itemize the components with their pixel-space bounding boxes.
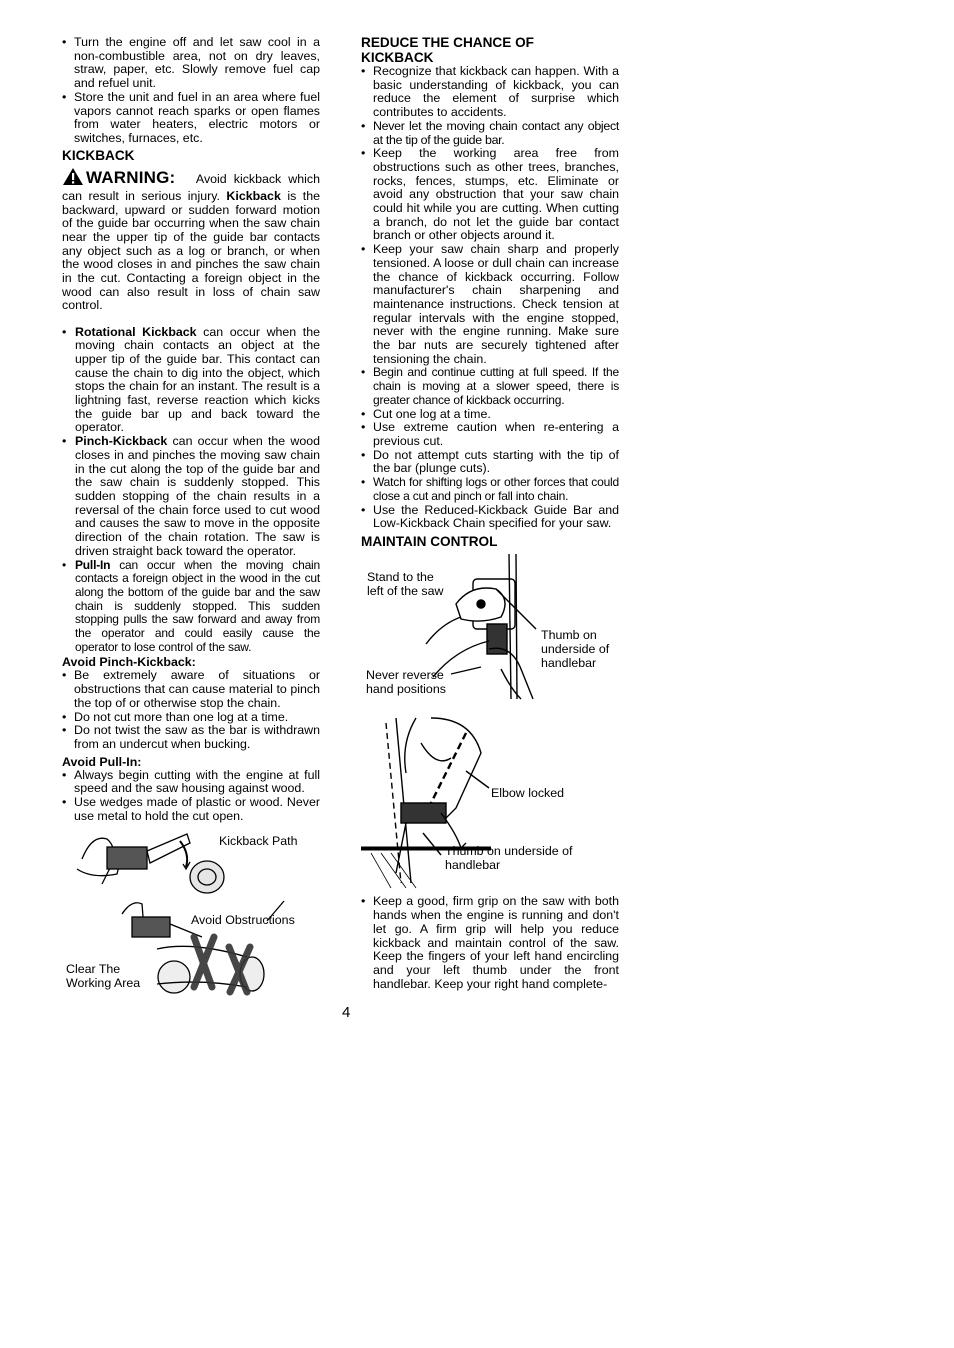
list-item: • Be extremely aware of situations or obstructions that can cause material to pinch the top of or otherwise stop the chain.: [62, 669, 320, 710]
reduce-heading-line2: KICKBACK: [361, 49, 434, 65]
caption-thumb-1: Thumb on: [541, 628, 597, 643]
list-item: • Turn the engine off and let saw cool in a non-combustible area, not on dry leaves, straw, paper, etc. Slowly remove fuel cap and refuel unit.: [62, 36, 320, 91]
left-column: [62, 36, 320, 999]
list-item: • Do not attempt cuts starting with the tip of the bar (plunge cuts).: [361, 449, 619, 476]
caption-thumb-3: handlebar: [541, 656, 597, 671]
maintain-figure-2: [361, 713, 619, 891]
list-item: • Keep the working area free from obstructions such as other trees, branches, rocks, fences, stumps, etc. Eliminate or avoid any obstruction that your saw chain could hit while you are cutting. When cutting a branch, do not let the guide bar contact branch or other objects around it.: [361, 147, 619, 243]
avoid-pinch-heading: Avoid Pinch-Kickback:: [62, 655, 196, 670]
caption-thumb-underside-1: Thumb on underside of: [445, 844, 573, 859]
intro-bullet-list: [62, 36, 320, 146]
maintain-control-list: [361, 895, 619, 991]
caption-avoid-obstructions: Avoid Obstructions: [191, 913, 295, 928]
caption-never-1: Never reverse: [366, 668, 444, 683]
term: Pinch-Kickback: [75, 434, 168, 449]
warning-paragraph: [62, 167, 320, 313]
avoid-pull-heading: Avoid Pull-In:: [62, 754, 142, 769]
term-text: can occur when the moving chain contacts a foreign object in the wood in the cut along the bottom of the guide bar and the saw chain is suddenly stopped. This sudden stopping pulls the saw forward and away from the operator and could easily cause the operator to lose control of the saw.: [75, 557, 320, 654]
page-number: 4: [342, 1004, 351, 1021]
list-item: • Begin and continue cutting at full speed. If the chain is moving at a slower speed, there is greater chance of kickback occurring.: [361, 366, 619, 407]
avoid-pinch-list: [62, 669, 320, 751]
list-item: • Use extreme caution when re-entering a previous cut.: [361, 421, 619, 448]
list-item: • Do not cut more than one log at a time.: [62, 711, 320, 725]
maintain-figure-1: [361, 549, 619, 709]
warning-text-cont: is the backward, upward or sudden forward motion of the guide bar occurring when the saw chain near the upper tip of the guide bar contacts any object such as a log or branch, or when the wood closes in and pinches the saw chain in the cut. Contacting a foreign object in the wood can also result in loss of chain saw control.: [62, 188, 320, 313]
list-item: • Cut one log at a time.: [361, 408, 619, 422]
list-item: • Use the Reduced-Kickback Guide Bar and Low-Kickback Chain specified for your saw.: [361, 504, 619, 531]
kickback-term: Kickback: [226, 188, 281, 203]
caption-elbow-locked: Elbow locked: [491, 786, 565, 801]
caption-kickback-path: Kickback Path: [219, 834, 298, 849]
term-text: can occur when the moving chain contacts an object at the upper tip of the guide bar. This contact can cause the chain to dig into the object, which stops the chain for an instant. The result is a lightning fast, reverse reaction which kicks the guide bar up and back toward the operator.: [75, 324, 320, 435]
list-item: • Watch for shifting logs or other forces that could close a cut and pinch or fall into chain.: [361, 476, 619, 503]
caption-stand-1: Stand to the: [367, 570, 434, 585]
right-column: [361, 36, 619, 991]
warning-triangle-icon: [62, 167, 84, 190]
list-item: [62, 435, 320, 558]
term: Rotational Kickback: [75, 324, 197, 339]
list-item: • Keep a good, firm grip on the saw with both hands when the engine is running and don't let go. A firm grip will help you reduce kickback and maintain control of the saw. Keep the fingers of your left hand encircling and your left thumb under the front handlebar. Keep your right hand complete-: [361, 895, 619, 991]
reduce-kickback-list: [361, 65, 619, 531]
list-item: • Keep your saw chain sharp and properly tensioned. A loose or dull chain can increase the chance of kickback occurring. Follow manufacturer's chain sharpening and maintenance instructions. Check tension at regular intervals with the engine stopped, never with the engine running. Make sure the bar nuts are securely tightened after tensioning the chain.: [361, 243, 619, 366]
reduce-heading-line1: REDUCE THE CHANCE OF: [361, 35, 534, 50]
kickback-figure: [62, 829, 320, 999]
warning-label: WARNING:: [86, 168, 176, 188]
list-item: [62, 559, 320, 655]
caption-clear-area-2: Working Area: [66, 976, 141, 991]
warning-text: Avoid kickback which can result in serious injury.: [62, 172, 320, 203]
list-item: • Always begin cutting with the engine at full speed and the saw housing against wood.: [62, 769, 320, 796]
list-item: • Use wedges made of plastic or wood. Never use metal to hold the cut open.: [62, 796, 320, 823]
caption-clear-area-1: Clear The: [66, 962, 121, 977]
term-text: can occur when the wood closes in and pinches the moving saw chain in the cut along the top of the guide bar and the saw chain is suddenly stopped. This sudden stopping of the chain results in a reversal of the chain force used to cut wood and causes the saw to move in the opposite direction of the chain rotation. The saw is driven straight back toward the operator.: [75, 434, 320, 558]
caption-thumb-2: underside of: [541, 642, 610, 657]
list-item: [62, 326, 320, 436]
kickback-types-list: [62, 326, 320, 655]
kickback-heading: KICKBACK: [62, 147, 135, 163]
list-item: • Recognize that kickback can happen. With a basic understanding of kickback, you can reduce the element of surprise which contributes to accidents.: [361, 65, 619, 120]
maintain-control-heading: MAINTAIN CONTROL: [361, 533, 498, 549]
caption-thumb-underside-2: handlebar: [445, 858, 501, 873]
caption-stand-2: left of the saw: [367, 584, 444, 599]
list-item: • Store the unit and fuel in an area where fuel vapors cannot reach sparks or open flames from water heaters, electric motors or switches, furnaces, etc.: [62, 91, 320, 146]
list-item: • Do not twist the saw as the bar is withdrawn from an undercut when bucking.: [62, 724, 320, 751]
term: Pull-In: [75, 557, 111, 572]
caption-never-2: hand positions: [366, 682, 446, 697]
avoid-pull-list: [62, 769, 320, 824]
list-item: • Never let the moving chain contact any object at the tip of the guide bar.: [361, 120, 619, 147]
